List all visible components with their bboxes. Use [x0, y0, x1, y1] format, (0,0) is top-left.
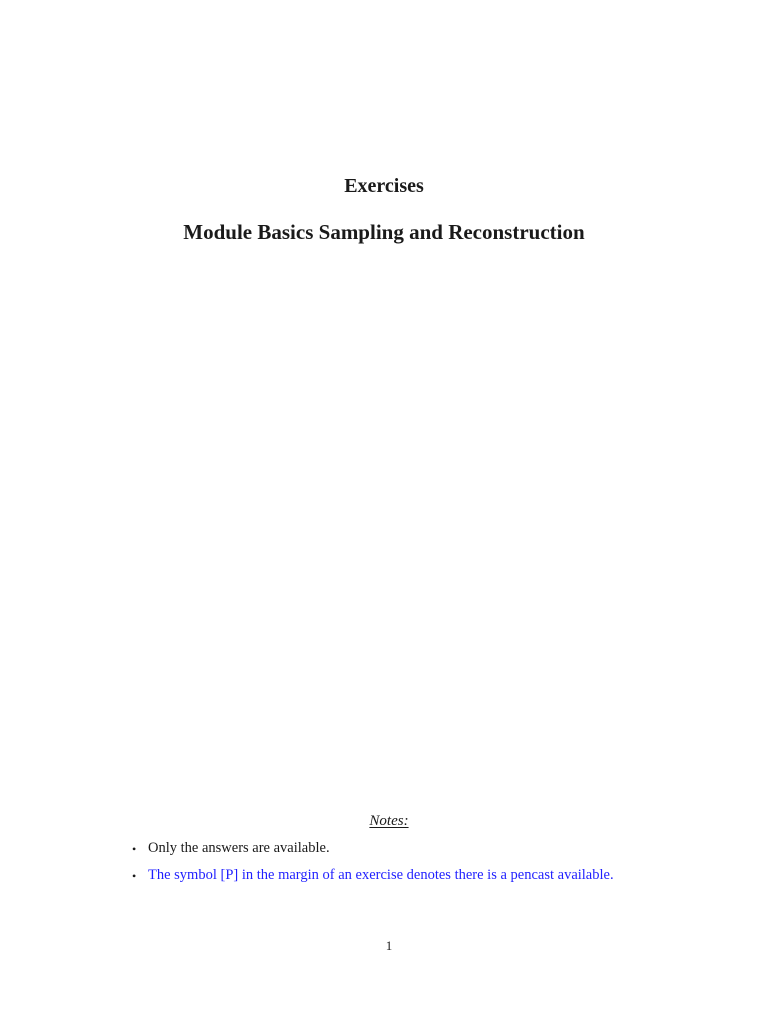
page-number: 1	[385, 938, 393, 953]
note-text: Only the answers are available.	[148, 840, 330, 856]
note-text-highlighted: The symbol [P] in the margin of an exercise denotes there is a pencast available.	[148, 867, 614, 883]
bullet-icon: •	[132, 842, 137, 856]
notes-heading: Notes:	[369, 813, 409, 829]
list-item	[132, 865, 614, 892]
document-subtitle: Module Basics Sampling and Reconstruction	[183, 220, 585, 244]
notes-list	[132, 838, 614, 892]
bullet-icon: •	[132, 869, 137, 883]
list-item	[132, 838, 614, 865]
document-title: Exercises	[344, 175, 424, 197]
